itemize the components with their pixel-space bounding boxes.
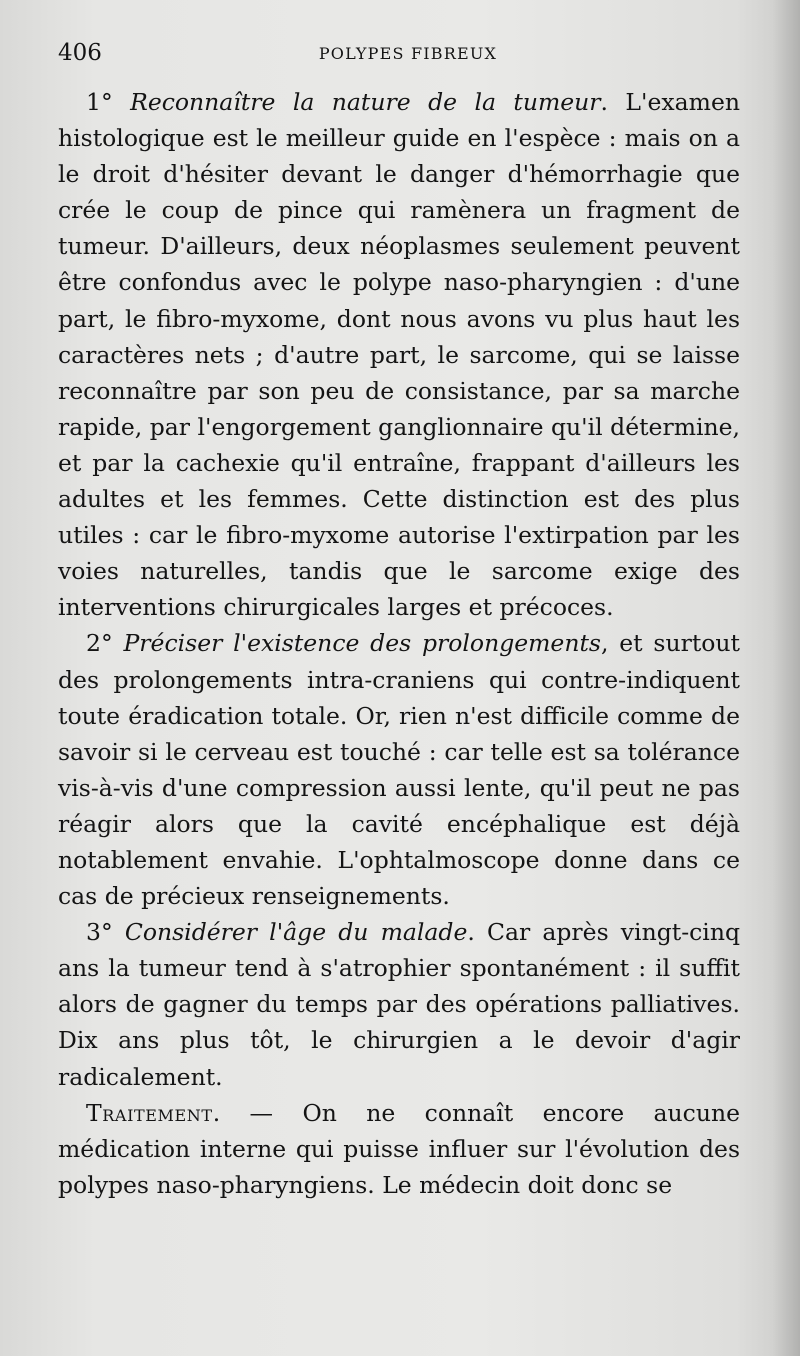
- page-number: 406: [58, 40, 102, 66]
- paragraph-1-text: . L'examen histologique est le meilleur guide en l'espèce : mais on a le droit d'hésiter devant le danger d'hémorrhagie que crée le coup de pince qui ramènera un fragment de tumeur. D'ailleurs, deux néoplasmes seulement peuvent être confondus avec le polype naso-pharyngien : d'une part, le fibro-myxome, dont nous avons vu plus haut les caractères nets ; d'autre part, le sarcome, qui se laisse reconnaître par son peu de consistance, par sa marche rapide, par l'engorgement ganglionnaire qu'il détermine, et par la cachexie qu'il entraîne, frappant d'ailleurs les adultes et les femmes. Cette distinction est des plus utiles : car le fibro-myxome autorise l'extirpation par les voies naturelles, tandis que le sarcome exige des interventions chirurgicales larges et précoces.: [58, 88, 740, 622]
- paragraph-2: [58, 625, 740, 914]
- paragraph-1-heading: Reconnaître la nature de la tumeur: [130, 88, 601, 116]
- body-text: [58, 84, 740, 1203]
- paragraph-4: [58, 1095, 740, 1203]
- running-head: POLYPES FIBREUX: [318, 44, 498, 63]
- paragraph-3-number: 3°: [86, 918, 125, 947]
- section-heading-traitement: Traitement: [86, 1098, 213, 1127]
- paragraph-3-heading: Considérer l'âge du malade: [124, 918, 468, 947]
- paragraph-3-text: . Car après vingt-cinq ans la tumeur tend à s'atrophier spontanément : il suffit alors de gagner du temps par des opérations palliatives. Dix ans plus tôt, le chirurgien a le devoir d'agir radicalement.: [58, 918, 740, 1091]
- paragraph-2-number: 2°: [86, 629, 124, 658]
- paragraph-2-heading: Préciser l'existence des prolongements: [123, 629, 601, 658]
- paragraph-4-text: . — On ne connaît encore aucune médication interne qui puisse influer sur l'évolution des polypes naso-pharyngiens. Le médecin doit donc se: [58, 1098, 740, 1199]
- paragraph-1-number: 1°: [86, 88, 131, 116]
- page-header: [58, 40, 758, 72]
- paragraph-1: [58, 84, 740, 625]
- paragraph-2-text: , et surtout des prolongements intra-craniens qui contre-indiquent toute éradication totale. Or, rien n'est difficile comme de savoir si le cerveau est touché : car telle est sa tolérance vis-à-vis d'une compression aussi lente, qu'il peut ne pas réagir alors que la cavité encéphalique est déjà notablement envahie. L'ophtalmoscope donne dans ce cas de précieux renseignements.: [58, 629, 740, 911]
- paragraph-3: [58, 914, 740, 1094]
- page-edge-shadow: [772, 0, 800, 1356]
